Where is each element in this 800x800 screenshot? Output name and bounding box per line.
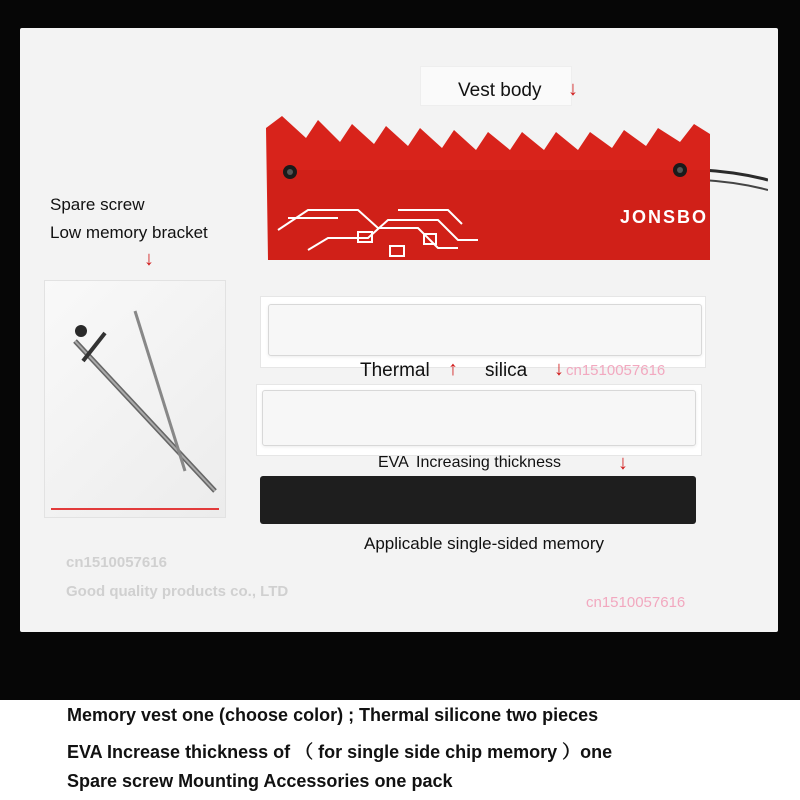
eva-prefix-label: EVA (378, 454, 409, 471)
brand-logo-text: JONSBO (620, 207, 709, 227)
applicable-label: Applicable single-sided memory (364, 534, 605, 553)
watermark-id: cn1510057616 (66, 554, 167, 571)
caption-line-3: Spare screw Mounting Accessories one pack (67, 771, 453, 791)
watermark-company: Good quality products co., LTD (66, 583, 289, 600)
increasing-thickness-label: Increasing thickness (416, 454, 561, 471)
caption-line-1: Memory vest one (choose color) ; Thermal silicone two pieces (67, 705, 599, 725)
up-arrow-icon: ↑ (448, 358, 458, 380)
caption-line-2: EVA Increase thickness of （ for single side chip memory ）one (67, 742, 613, 762)
product-photo (20, 28, 778, 632)
thermal-pad-1 (268, 304, 702, 356)
down-arrow-icon: ↓ (618, 452, 628, 474)
down-arrow-icon: ↓ (568, 78, 578, 100)
down-arrow-icon: ↓ (554, 358, 564, 380)
watermark-id: cn1510057616 (586, 594, 686, 611)
silica-label: silica (485, 360, 528, 381)
down-arrow-icon: ↓ (144, 248, 154, 270)
spare-screw-label: Spare screw (50, 195, 145, 214)
accessory-bag (44, 280, 226, 518)
thermal-pad-2 (262, 390, 696, 446)
watermark-id: cn1510057616 (566, 362, 666, 379)
thermal-label: Thermal (360, 360, 430, 381)
screw-bracket-icon (45, 281, 225, 517)
low-memory-bracket-label: Low memory bracket (50, 223, 208, 242)
eva-pad (260, 476, 696, 524)
heatsink-vest (248, 110, 768, 270)
vest-body-label: Vest body (458, 80, 542, 101)
